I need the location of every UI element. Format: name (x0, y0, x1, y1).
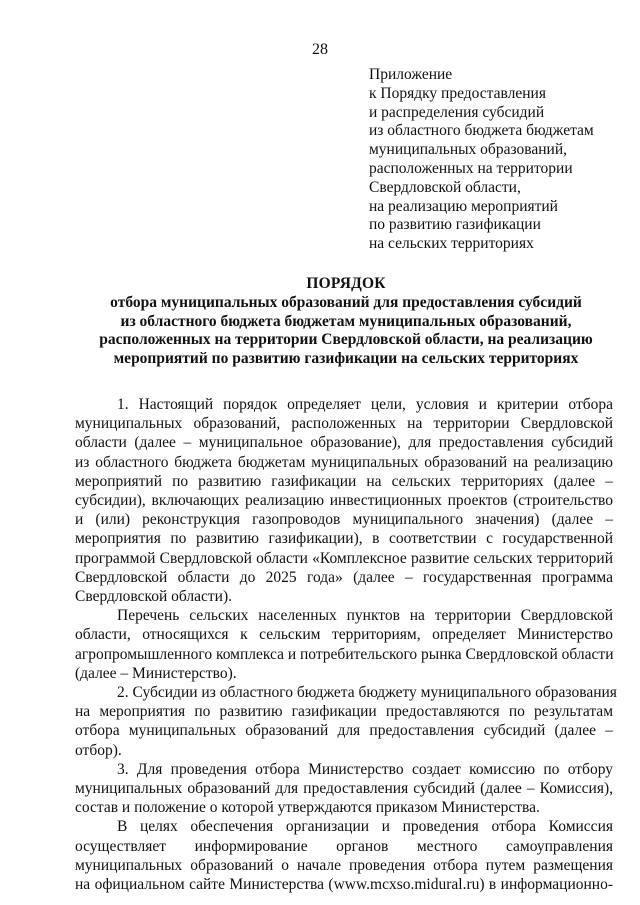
text-line: агропромышленного комплекса и потребительского рынка Свердловской области (75, 645, 614, 663)
document-subtitle-line: из областного бюджета бюджетам муниципальных образований, (120, 312, 572, 330)
text-line: и (или) реконструкция газопроводов муниципального значения) (далее – (75, 511, 613, 529)
document-subtitle-line: расположенных на территории Свердловской области, на реализацию (99, 331, 593, 349)
appendix-line: муниципальных образований, (369, 141, 567, 159)
text-line: муниципальных образований, расположенных на территории Свердловской (75, 415, 613, 433)
appendix-line: по развитию газификации (369, 216, 541, 234)
text-line: состав и положение о которой утверждаются приказом Министерства. (75, 799, 540, 817)
paragraph-1 (75, 395, 613, 606)
text-line: 3. Для проведения отбора Министерство создает комиссию по отбору (117, 760, 613, 778)
appendix-line: из областного бюджета бюджетам (369, 122, 594, 140)
appendix-line: Свердловской области, (369, 178, 521, 196)
text-line: В целях обеспечения организации и проведения отбора Комиссия (117, 818, 613, 836)
document-subtitle-line: мероприятий по развитию газификации на сельских территориях (113, 350, 579, 368)
appendix-line: на сельских территориях (369, 235, 534, 253)
appendix-line: на реализацию мероприятий (369, 197, 558, 215)
paragraph-5 (75, 817, 613, 894)
text-line: отбор). (75, 741, 122, 759)
text-line: на мероприятия по развитию газификации предоставляются по результатам (75, 703, 613, 721)
text-line: муниципальных образований о начале проведения отбора путем размещения (75, 856, 613, 874)
appendix-line: и распределения субсидий (369, 103, 545, 121)
page-number: 28 (312, 41, 328, 58)
text-line: 2. Субсидии из областного бюджета бюджету муниципального образования (117, 684, 617, 702)
document-title-block (70, 275, 622, 369)
paragraph-4 (75, 760, 613, 818)
text-line: субсидии), включающих реализацию инвестиционных проектов (строительство (75, 492, 613, 510)
appendix-line: к Порядку предоставления (369, 84, 546, 102)
text-line: осуществляет информирование органов местного самоуправления (75, 837, 613, 855)
text-line: на официальном сайте Министерства (www.mcxso.midural.ru) в информационно- (75, 876, 613, 894)
text-line: области (далее – муниципальное образование), для предоставления субсидий (75, 434, 613, 452)
text-line: из областного бюджета бюджетам муниципальных образований на реализацию (75, 453, 613, 471)
text-line: Свердловской области до 2025 года» (далее – государственная программа (75, 568, 613, 586)
text-line: Перечень сельских населенных пунктов на территории Свердловской (117, 607, 613, 625)
document-subtitle-line: отбора муниципальных образований для предоставления субсидий (110, 293, 582, 311)
appendix-block (369, 66, 594, 254)
appendix-line: Приложение (369, 66, 453, 83)
paragraph-3 (75, 683, 617, 760)
text-line: 1. Настоящий порядок определяет цели, условия и критерии отбора (117, 396, 613, 413)
text-line: программой Свердловской области «Комплексное развитие сельских территорий (75, 549, 613, 567)
text-line: мероприятия по развитию газификации), в соответствии с государственной (75, 530, 613, 548)
text-line: области, относящихся к сельским территориям, определяет Министерство (75, 626, 613, 644)
document-title: ПОРЯДОК (306, 275, 386, 292)
document-body (75, 395, 617, 894)
text-line: Свердловской области). (75, 588, 232, 606)
paragraph-2 (75, 606, 613, 683)
appendix-line: расположенных на территории (369, 159, 573, 177)
text-line: (далее – Министерство). (75, 664, 237, 682)
text-line: муниципальных образований для предоставления субсидий (далее – Комиссия), (75, 780, 613, 798)
text-line: отбора муниципальных образований для предоставления субсидий (далее – (75, 722, 613, 740)
text-line: мероприятий по развитию газификации на сельских территориях (далее – (75, 472, 613, 490)
